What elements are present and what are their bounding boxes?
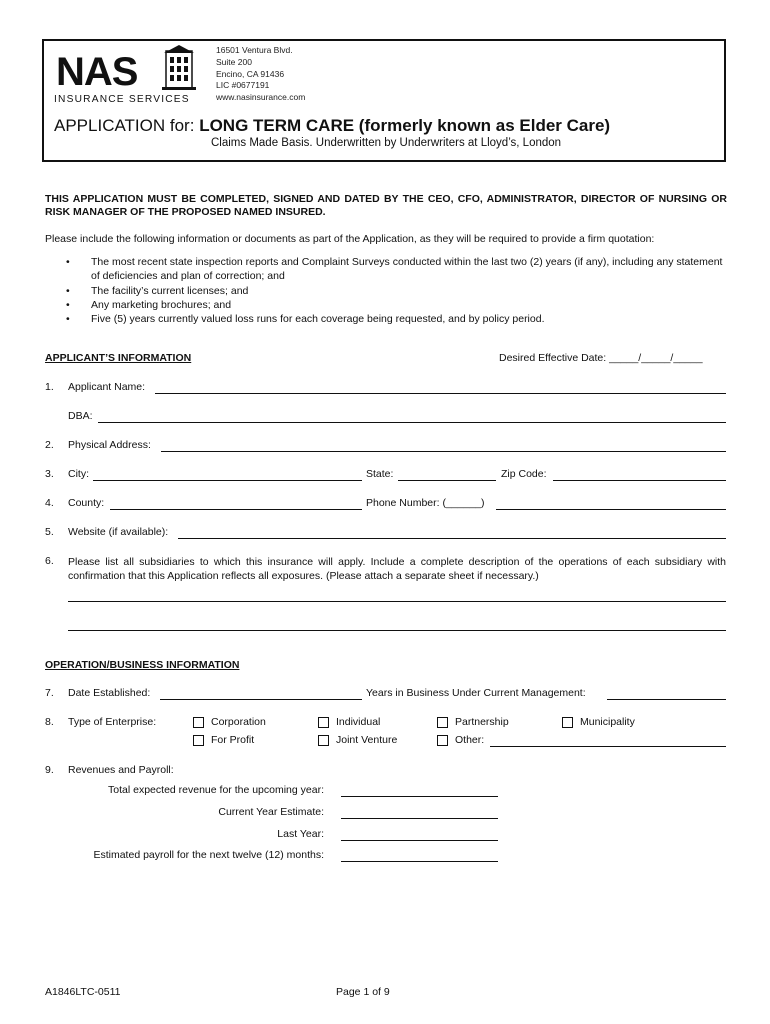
- other-label: Other:: [455, 734, 485, 746]
- applicant-section-heading: APPLICANT’S INFORMATION: [45, 352, 192, 364]
- date-established-field[interactable]: [160, 699, 362, 700]
- address-line: 16501 Ventura Blvd.: [216, 45, 293, 55]
- intro-text: Please include the following information or documents as part of the Application, as they will be required to provide a firm quotation:: [45, 233, 655, 245]
- for-profit-checkbox[interactable]: [193, 735, 204, 746]
- applicant-name-field[interactable]: [155, 393, 726, 394]
- corporation-label: Corporation: [211, 716, 266, 728]
- address-line: Encino, CA 91436: [216, 68, 285, 79]
- date-established-label: Date Established:: [68, 687, 151, 699]
- logo-subtext: INSURANCE SERVICES: [54, 94, 190, 105]
- municipality-label: Municipality: [580, 716, 635, 728]
- question-number: 2.: [45, 439, 54, 451]
- current-year-estimate-field[interactable]: [341, 818, 498, 819]
- physical-address-field[interactable]: [161, 451, 726, 452]
- subtitle: Claims Made Basis. Underwritten by Underwriters at Lloyd’s, London: [211, 137, 562, 149]
- county-label: County:: [68, 497, 105, 509]
- corporation-checkbox[interactable]: [193, 717, 204, 728]
- revenues-payroll-label: Revenues and Payroll:: [68, 764, 174, 776]
- list-item: • The most recent state inspection reports and Complaint Surveys conducted within the last two (2) years (if any), including any statement of deficiencies and plan of correction; and: [66, 255, 728, 284]
- question-number: 6.: [45, 555, 54, 567]
- joint-venture-checkbox[interactable]: [318, 735, 329, 746]
- expected-revenue-label: Total expected revenue for the upcoming year:: [108, 784, 324, 796]
- state-field[interactable]: [398, 480, 496, 481]
- logo-text: NAS: [56, 50, 138, 94]
- joint-venture-label: Joint Venture: [336, 734, 398, 746]
- notice: THIS APPLICATION MUST BE COMPLETED, SIGNED AND DATED BY THE CEO, CFO, ADMINISTRATOR, DIRECTOR OF NURSING OR RISK MANAGER OF THE PROPOSED NAMED INSURED.: [45, 193, 727, 218]
- expected-revenue-field[interactable]: [341, 796, 498, 797]
- building-icon: [162, 45, 196, 90]
- list-item: • Any marketing brochures; and: [66, 298, 728, 312]
- last-year-label: Last Year:: [277, 828, 324, 840]
- question-number: 5.: [45, 526, 54, 538]
- partnership-label: Partnership: [455, 716, 509, 728]
- estimated-payroll-field[interactable]: [341, 861, 498, 862]
- years-in-business-field[interactable]: [607, 699, 726, 700]
- title-main: LONG TERM CARE (formerly known as Elder Care): [199, 116, 611, 135]
- estimated-payroll-label: Estimated payroll for the next twelve (12) months:: [93, 849, 324, 861]
- question-number: 1.: [45, 381, 54, 393]
- enterprise-type-label: Type of Enterprise:: [68, 716, 157, 728]
- city-label: City:: [68, 468, 89, 480]
- question-number: 3.: [45, 468, 54, 480]
- for-profit-label: For Profit: [211, 734, 255, 746]
- individual-label: Individual: [336, 716, 381, 728]
- zip-code-field[interactable]: [553, 480, 726, 481]
- phone-number-label: Phone Number: (______): [366, 497, 485, 509]
- question-number: 8.: [45, 716, 54, 728]
- title-prefix: APPLICATION for:: [54, 116, 195, 135]
- physical-address-label: Physical Address:: [68, 439, 151, 451]
- address-line: LIC #0677191: [216, 80, 270, 91]
- individual-checkbox[interactable]: [318, 717, 329, 728]
- applicant-name-label: Applicant Name:: [68, 381, 146, 393]
- county-field[interactable]: [110, 509, 362, 510]
- effective-date-field[interactable]: Desired Effective Date: _____/_____/_____: [499, 352, 703, 364]
- address-line: www.nasinsurance.com: [216, 92, 306, 103]
- subsidiaries-field-line-2[interactable]: [68, 630, 726, 631]
- website-label: Website (if available):: [68, 526, 169, 538]
- nas-logo: [54, 45, 206, 105]
- company-address: [216, 45, 305, 104]
- last-year-field[interactable]: [341, 840, 498, 841]
- dba-label: DBA:: [68, 410, 93, 422]
- other-enterprise-field[interactable]: [490, 746, 726, 747]
- page-title: [54, 116, 610, 136]
- form-code: A1846LTC-0511: [45, 986, 121, 998]
- operation-section-heading: OPERATION/BUSINESS INFORMATION: [45, 659, 240, 671]
- partnership-checkbox[interactable]: [437, 717, 448, 728]
- website-field[interactable]: [178, 538, 726, 539]
- municipality-checkbox[interactable]: [562, 717, 573, 728]
- question-number: 7.: [45, 687, 54, 699]
- list-item: • The facility’s current licenses; and: [66, 284, 728, 298]
- required-documents-list: [66, 255, 728, 326]
- question-number: 4.: [45, 497, 54, 509]
- subsidiaries-question: Please list all subsidiaries to which this insurance will apply. Include a complete description of the operations of each subsidiary with confirmation that this Application reflects all exposures. (Please attach a separate sheet if necessary.): [68, 556, 726, 582]
- question-number: 9.: [45, 764, 54, 776]
- dba-field[interactable]: [98, 422, 726, 423]
- current-year-estimate-label: Current Year Estimate:: [218, 806, 324, 818]
- list-item: • Five (5) years currently valued loss runs for each coverage being requested, and by policy period.: [66, 312, 728, 326]
- years-in-business-label: Years in Business Under Current Management:: [366, 687, 586, 699]
- address-line: Suite 200: [216, 56, 252, 67]
- other-checkbox[interactable]: [437, 735, 448, 746]
- state-label: State:: [366, 468, 394, 480]
- subsidiaries-field-line-1[interactable]: [68, 601, 726, 602]
- city-field[interactable]: [93, 480, 362, 481]
- phone-number-field[interactable]: [496, 509, 726, 510]
- page-number: Page 1 of 9: [336, 986, 390, 998]
- zip-code-label: Zip Code:: [501, 468, 547, 480]
